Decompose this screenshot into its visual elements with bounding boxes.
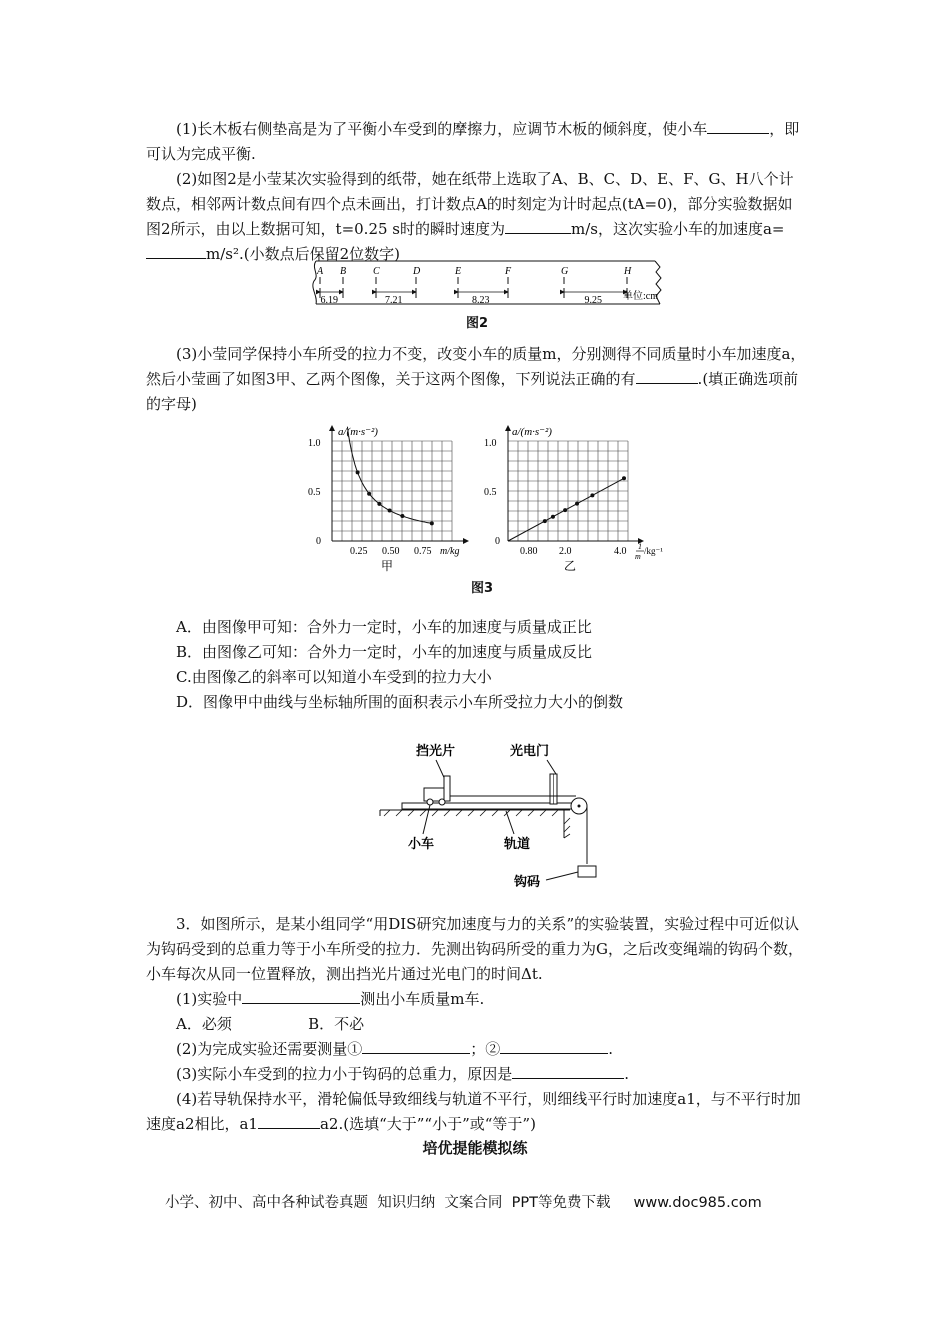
- apparatus-figure: [376, 738, 606, 893]
- option-d: D．图像甲中曲线与坐标轴所围的面积表示小车所受拉力大小的倒数: [176, 693, 624, 711]
- tape-span-value: 9.25: [584, 295, 602, 306]
- tape-point-label: B: [340, 266, 347, 277]
- figure-2-caption: 图2: [466, 316, 489, 331]
- grid-jia: [332, 441, 452, 541]
- q3-part1: [146, 987, 806, 1012]
- jia-data-point: [356, 470, 360, 474]
- yi-data-point: [563, 508, 567, 512]
- jia-ylabel: a/(m·s⁻²): [338, 426, 378, 438]
- yi-data-point: [590, 493, 594, 497]
- section-title: 培优提能模拟练: [422, 1139, 528, 1157]
- q3-part2-tail: .: [608, 1040, 614, 1058]
- q2-part3: [146, 342, 806, 417]
- yi-xtick: 4.0: [614, 546, 627, 557]
- q2-part1-tail: ，即可认为完成平衡.: [146, 120, 800, 163]
- q3-part2: [146, 1037, 806, 1062]
- yi-data-point: [575, 502, 579, 506]
- jia-label: 甲: [381, 559, 394, 573]
- figure-3-caption: 图3: [471, 581, 494, 596]
- answer-blank[interactable]: [258, 1112, 320, 1129]
- tape-point-label: E: [455, 266, 462, 277]
- jia-ytick: 1.0: [308, 438, 321, 449]
- yi-data-point: [622, 476, 626, 480]
- jia-data-point: [367, 492, 371, 496]
- tape-point-label: A: [317, 266, 324, 277]
- figure-3-graphs: [298, 418, 688, 578]
- q3-part2-text: (2)为完成实验还需要测量①: [176, 1040, 363, 1058]
- yi-ytick: 1.0: [484, 438, 497, 449]
- yi-ytick: 0.5: [484, 487, 497, 498]
- q3-part2-mid: ；②: [470, 1040, 501, 1058]
- answer-blank[interactable]: [146, 242, 206, 259]
- tape-span-value: 7.21: [385, 295, 403, 306]
- jia-data-point: [377, 502, 381, 506]
- cart-label: 小车: [408, 836, 435, 851]
- q3-part3-tail: .: [624, 1065, 630, 1083]
- answer-blank[interactable]: [512, 1062, 624, 1079]
- grid-yi: [508, 441, 628, 541]
- q3-part1-options: A．必须 B．不必: [176, 1015, 365, 1033]
- jia-xlabel: m/kg: [440, 546, 460, 557]
- q3-part3-text: (3)实际小车受到的拉力小于钩码的总重力，原因是: [176, 1065, 513, 1083]
- yi-data-point: [543, 519, 547, 523]
- jia-ytick: 0.5: [308, 487, 321, 498]
- yi-xtick: 2.0: [559, 546, 572, 557]
- jia-data-point: [388, 509, 392, 513]
- yi-xlabel: /kg⁻¹: [644, 546, 663, 556]
- jia-xtick: 0.75: [414, 546, 432, 557]
- q2-part1-text: (1)长木板右侧垫高是为了平衡小车受到的摩擦力，应调节木板的倾斜度，使小车: [176, 120, 708, 138]
- jia-xtick: 0.50: [382, 546, 400, 557]
- tape-point-label: C: [373, 266, 380, 277]
- q2-part1: [146, 117, 806, 167]
- jia-ytick: 0: [316, 536, 321, 547]
- jia-data-point: [430, 521, 434, 525]
- option-a: A．由图像甲可知：合外力一定时，小车的加速度与质量成正比: [176, 618, 592, 636]
- yi-ylabel: a/(m·s⁻²): [512, 426, 552, 438]
- q3-part4-text: (4)若导轨保持水平，滑轮偏低导致细线与轨道不平行，则细线平行时加速度a1，与不平行时加速度a2相比，a1: [146, 1090, 801, 1133]
- q3-part4-tail: a2.(选填“大于”“小于”或“等于”): [319, 1115, 536, 1133]
- yi-xlabel-fraction: 1: [638, 542, 642, 551]
- option-c: C.由图像乙的斜率可以知道小车受到的拉力大小: [176, 668, 492, 686]
- tape-point-label: G: [561, 266, 569, 277]
- answer-blank[interactable]: [707, 117, 769, 134]
- yi-xlabel-m: m: [635, 552, 641, 561]
- q2-part2: [146, 167, 806, 267]
- answer-blank[interactable]: [505, 217, 571, 234]
- jia-xtick: 0.25: [350, 546, 368, 557]
- yi-ytick: 0: [495, 536, 500, 547]
- yi-data-point: [551, 515, 555, 519]
- q2-part2-text: (2)如图2是小莹某次实验得到的纸带，她在纸带上选取了A、B、C、D、E、F、G、H八个计数点，相邻两计数点间有四个点未画出，打计数点A的时刻定为计时起点(tA=0)，部分实验数据如图2所示，由以上数据可知，t=0.25 s时的瞬时速度为: [146, 170, 794, 238]
- q3-part1-tail: 测出小车质量m车.: [360, 990, 485, 1008]
- q2-part2-mid: m/s，这次实验小车的加速度a=: [571, 220, 785, 238]
- tape-point-label: F: [505, 266, 512, 277]
- answer-blank[interactable]: [362, 1037, 470, 1054]
- q2-part2-tail: m/s².(小数点后保留2位数字): [206, 245, 401, 263]
- graph-jia: [308, 426, 468, 573]
- shade-label: 挡光片: [416, 743, 456, 758]
- tape-unit: 单位:cm: [623, 291, 658, 302]
- tape-marks: [316, 266, 632, 306]
- yi-xtick: 0.80: [520, 546, 538, 557]
- q2-part3-tail: .(填正确选项前的字母): [146, 370, 799, 413]
- graph-yi: [484, 426, 663, 573]
- answer-blank[interactable]: [500, 1037, 608, 1054]
- tape-span-value: 6.19: [320, 295, 338, 306]
- yi-label: 乙: [564, 559, 577, 573]
- track-label: 轨道: [504, 836, 531, 851]
- answer-blank[interactable]: [636, 367, 698, 384]
- hook-weight[interactable]: [578, 866, 596, 877]
- tape-point-label: D: [413, 266, 421, 277]
- q3-part1-text: (1)实验中: [176, 990, 243, 1008]
- q3-part3: [146, 1062, 806, 1087]
- option-b: B．由图像乙可知：合外力一定时，小车的加速度与质量成反比: [176, 643, 593, 661]
- footer-link[interactable]: 小学、初中、高中各种试卷真题 知识归纳 文案合同 PPT等免费下载 www.doc985.com: [165, 1195, 762, 1211]
- shade-plate: [444, 776, 450, 801]
- tape-point-label: H: [624, 266, 632, 277]
- q3-stem: 3．如图所示，是某小组同学“用DIS研究加速度与力的关系”的实验装置，实验过程中可近似认为钩码受到的总重力等于小车所受的拉力．先测出钩码所受的重力为G，之后改变绳端的钩码个数，小车每次从同一位置释放，测出挡光片通过光电门的时间Δt.: [146, 915, 803, 983]
- gate-label: 光电门: [510, 743, 550, 758]
- q2-part3-text: (3)小莹同学保持小车所受的拉力不变，改变小车的质量m，分别测得不同质量时小车加速度a，然后小莹画了如图3甲、乙两个图像，关于这两个图像，下列说法正确的有: [146, 345, 806, 388]
- weight-label: 钩码: [514, 874, 541, 889]
- q3-part4: [146, 1087, 806, 1137]
- tape-span-value: 8.23: [472, 295, 490, 306]
- answer-blank[interactable]: [242, 987, 360, 1004]
- jia-data-point: [400, 514, 404, 518]
